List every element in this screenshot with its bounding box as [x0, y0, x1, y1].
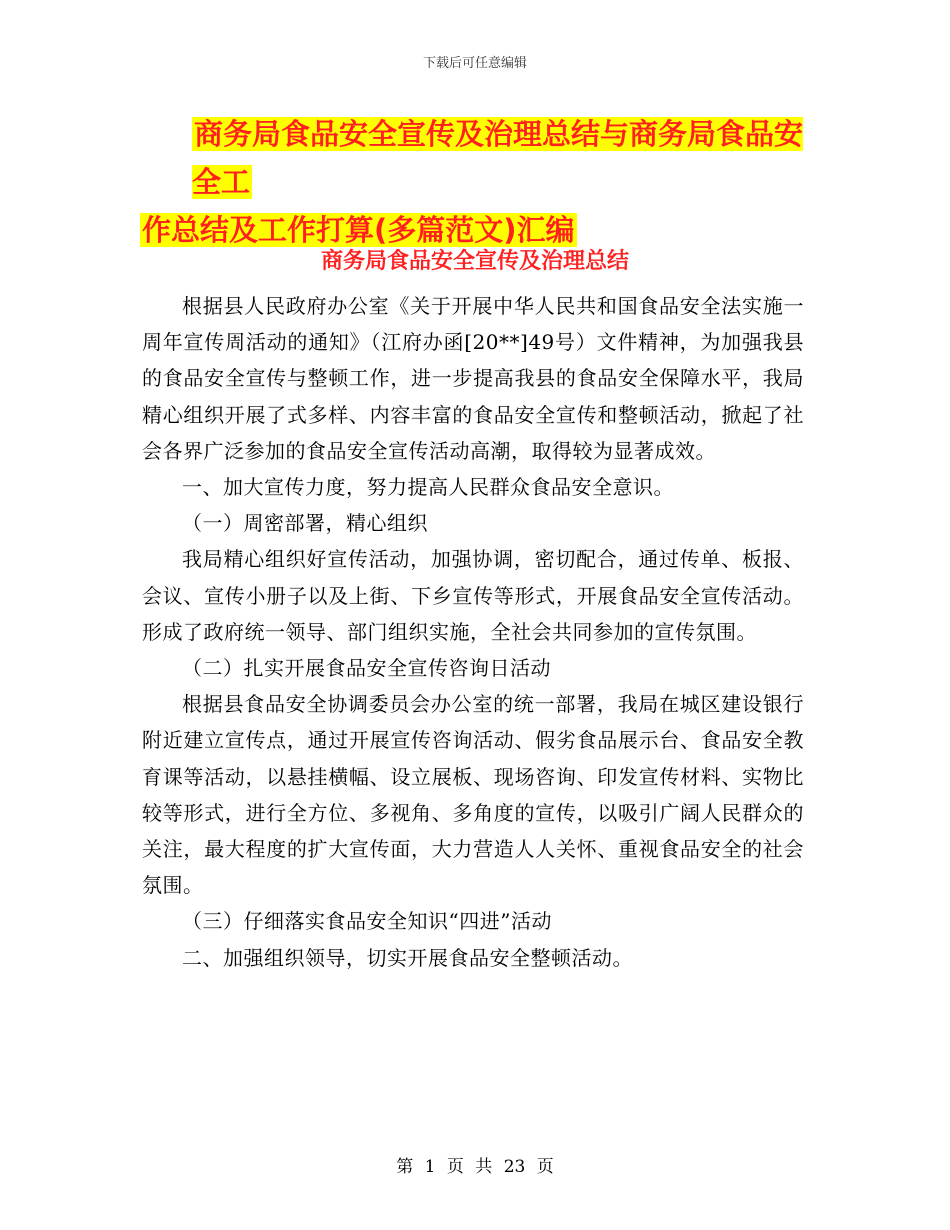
- paragraph: 我局精心组织好宣传活动，加强协调，密切配合，通过传单、板报、会议、宣传小册子以及上街、下乡宣传等形式，开展食品安全宣传活动。形成了政府统一领导、部门组织实施，全社会共同参加的宣传氛围。: [142, 547, 804, 644]
- page-header-note: 下载后可任意编辑: [422, 56, 527, 71]
- paragraph: （三）仔细落实食品安全知识“四进”活动: [182, 909, 552, 934]
- paragraph: 二、加强组织领导，切实开展食品安全整顿活动。: [182, 945, 633, 970]
- document-title-line-1: 商务局食品安全宣传及治理总结与商务局食品安全工: [192, 117, 804, 199]
- paragraph: 根据县食品安全协调委员会办公室的统一部署，我局在城区建设银行附近建立宣传点，通过开展宣传咨询活动、假劣食品展示台、食品安全教育课等活动，以悬挂横幅、设立展板、现场咨询、印发宣传材料、实物比较等形式，进行全方位、多视角、多角度的宣传，以吸引广阔人民群众的关注，最大程度的扩大宣传面，大力营造人人关怀、重视食品安全的社会氛围。: [142, 692, 804, 898]
- page-footer: 第 1 页 共 23 页: [396, 1157, 554, 1177]
- paragraph: （二）扎实开展食品安全宣传咨询日活动: [182, 656, 551, 681]
- paragraph: （一）周密部署，精心组织: [182, 511, 428, 536]
- section-title: 商务局食品安全宣传及治理总结: [320, 249, 629, 274]
- paragraph: 根据县人民政府办公室《关于开展中华人民共和国食品安全法实施一周年宣传周活动的通知》（江府办函[20**]49号）文件精神，为加强我县的食品安全宣传与整顿工作，进一步提高我县的食品安全保障水平，我局精心组织开展了式多样、内容丰富的食品安全宣传和整顿活动，掀起了社会各界广泛参加的食品安全宣传活动高潮，取得较为显著成效。: [142, 294, 804, 463]
- document-title-line-2: 作总结及工作打算(多篇范文)汇编: [142, 213, 575, 247]
- document-body: [142, 288, 804, 976]
- document-title: [140, 110, 820, 254]
- paragraph: 一、加大宣传力度，努力提高人民群众食品安全意识。: [182, 475, 674, 500]
